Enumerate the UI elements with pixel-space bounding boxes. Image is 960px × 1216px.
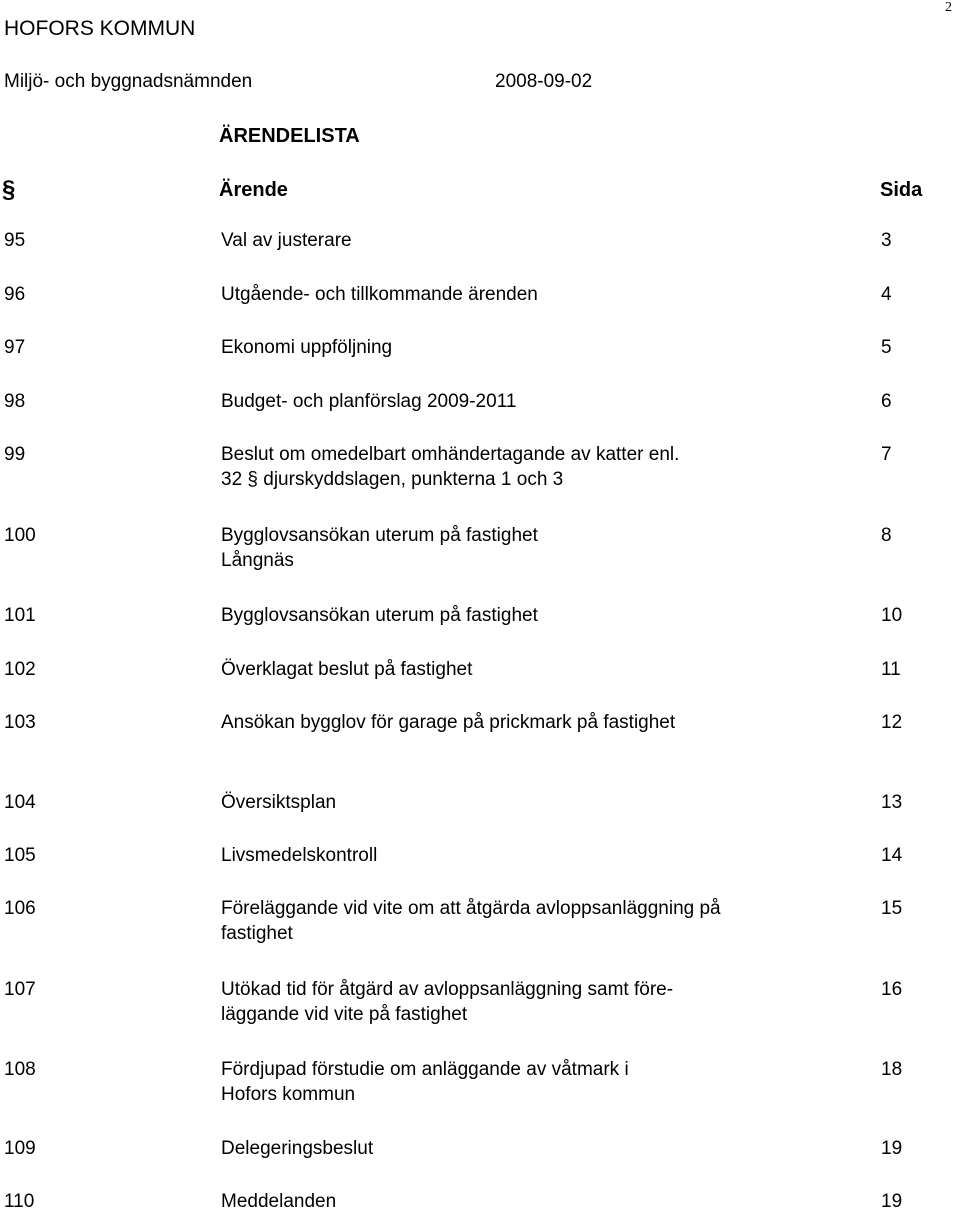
sida-column-header: Sida (880, 179, 923, 201)
item-number: 109 (4, 1138, 36, 1159)
item-description (221, 523, 861, 573)
item-description-line: Val av justerare (221, 230, 352, 251)
item-description (221, 790, 861, 815)
item-number: 98 (4, 391, 26, 412)
item-description-line: Överklagat beslut på fastighet (221, 659, 473, 680)
item-number: 103 (4, 712, 36, 733)
item-number: 108 (4, 1059, 36, 1080)
item-description (221, 442, 861, 492)
item-description-line: Utgående- och tillkommande ärenden (221, 284, 538, 305)
item-page: 16 (881, 979, 903, 1000)
item-description-line: Hofors kommun (221, 1084, 356, 1105)
item-page: 12 (881, 712, 903, 733)
committee-name: Miljö- och byggnadsnämnden (4, 71, 253, 92)
item-description-line: Budget- och planförslag 2009-2011 (221, 391, 517, 412)
organization-name: HOFORS KOMMUN (4, 17, 196, 40)
item-number: 110 (4, 1191, 35, 1212)
item-number: 104 (4, 792, 36, 813)
item-page: 11 (881, 659, 901, 680)
item-description-line: Översiktsplan (221, 792, 337, 813)
item-description-line: Delegeringsbeslut (221, 1138, 374, 1159)
item-page: 13 (881, 792, 903, 813)
item-description-line: Ansökan bygglov för garage på prickmark på fastighet (221, 712, 676, 733)
item-description-line: Föreläggande vid vite om att åtgärda avloppsanläggning på (221, 898, 721, 919)
item-number: 95 (4, 230, 26, 251)
item-page: 5 (881, 337, 892, 358)
item-page: 19 (881, 1191, 903, 1212)
item-description-line: Meddelanden (221, 1191, 337, 1212)
item-description-line: Utökad tid för åtgärd av avloppsanläggning samt före- (221, 979, 674, 1000)
item-description-line: Långnäs (221, 550, 294, 571)
item-description-line: Ekonomi uppföljning (221, 337, 393, 358)
item-description (221, 977, 861, 1027)
item-description-line: fastighet (221, 923, 293, 944)
item-description (221, 228, 861, 253)
item-page: 3 (881, 230, 892, 251)
item-description (221, 710, 861, 735)
item-number: 107 (4, 979, 36, 1000)
item-page: 10 (881, 605, 903, 626)
document-title: ÄRENDELISTA (219, 125, 360, 147)
meeting-date: 2008-09-02 (495, 71, 593, 92)
item-description (221, 896, 861, 946)
item-description (221, 335, 861, 360)
item-page: 19 (881, 1138, 903, 1159)
item-number: 97 (4, 337, 26, 358)
item-description (221, 1136, 861, 1161)
item-description-line: 32 § djurskyddslagen, punkterna 1 och 3 (221, 469, 564, 490)
item-page: 4 (881, 284, 892, 305)
item-number: 99 (4, 444, 26, 465)
item-description (221, 1057, 861, 1107)
page-number: 2 (945, 0, 952, 15)
item-page: 7 (881, 444, 892, 465)
section-column-header: § (2, 176, 16, 203)
item-page: 6 (881, 391, 892, 412)
item-description (221, 603, 861, 628)
item-description-line: läggande vid vite på fastighet (221, 1004, 468, 1025)
item-page: 18 (881, 1059, 903, 1080)
item-description (221, 1189, 861, 1214)
item-description-line: Bygglovsansökan uterum på fastighet (221, 525, 538, 546)
item-description (221, 843, 861, 868)
item-page: 8 (881, 525, 892, 546)
item-page: 14 (881, 845, 903, 866)
item-number: 102 (4, 659, 36, 680)
item-description-line: Fördjupad förstudie om anläggande av våtmark i (221, 1059, 629, 1080)
item-number: 101 (4, 605, 36, 626)
item-page: 15 (881, 898, 903, 919)
item-number: 105 (4, 845, 36, 866)
item-description (221, 282, 861, 307)
item-description-line: Bygglovsansökan uterum på fastighet (221, 605, 538, 626)
item-description-line: Livsmedelskontroll (221, 845, 378, 866)
item-number: 96 (4, 284, 26, 305)
item-description-line: Beslut om omedelbart omhändertagande av katter enl. (221, 444, 680, 465)
item-number: 106 (4, 898, 36, 919)
item-description (221, 389, 861, 414)
item-number: 100 (4, 525, 36, 546)
arende-column-header: Ärende (219, 179, 288, 201)
item-description (221, 657, 861, 682)
